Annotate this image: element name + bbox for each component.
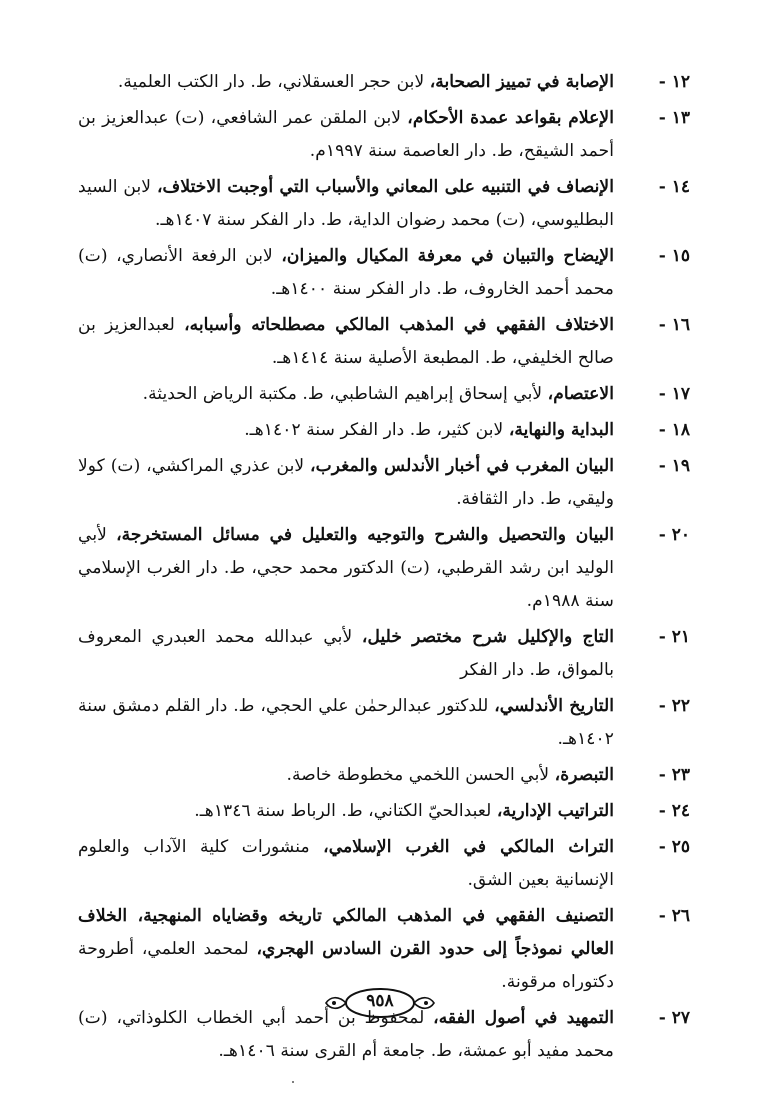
reference-entry (78, 831, 690, 897)
entry-details: لأبي إسحاق إبراهيم الشاطبي، ط. مكتبة الرياض الحديثة. (142, 384, 548, 404)
entry-title: البيان والتحصيل والشرح والتوجيه والتعليل في مسائل المستخرجة، (116, 525, 614, 545)
entry-number: ١٨ - (658, 420, 690, 440)
entry-details: لابن الرفعة الأنصاري، (ت) محمد أحمد الخاروف، ط. دار الفكر سنة ١٤٠٠هـ. (78, 246, 614, 299)
entry-details: منشورات كلية الآداب والعلوم الإنسانية بعين الشق. (78, 837, 614, 890)
entry-details: لمحمد العلمي، أطروحة دكتوراه مرقونة. (78, 939, 614, 992)
reference-entry (78, 519, 690, 618)
entry-number: ١٤ - (658, 177, 690, 197)
entry-title: التمهيد في أصول الفقه، (433, 1008, 614, 1028)
entry-title: التراث المالكي في الغرب الإسلامي، (323, 837, 614, 857)
entry-number: ١٥ - (658, 246, 690, 266)
entry-details: لابن الملقن عمر الشافعي، (ت) عبدالعزيز بن أحمد الشيقح، ط. دار العاصمة سنة ١٩٩٧م. (78, 108, 614, 161)
entry-number: ٢١ - (658, 627, 690, 647)
entry-number: ٢٥ - (658, 837, 690, 857)
entry-number: ٢٢ - (658, 696, 690, 716)
entry-title: الإصابة في تمييز الصحابة، (429, 72, 614, 92)
entry-details: لابن كثير، ط. دار الفكر سنة ١٤٠٢هـ. (244, 420, 509, 440)
reference-entry (78, 171, 690, 237)
entry-details: لابن السيد البطليوسي، (ت) محمد رضوان الداية، ط. دار الفكر سنة ١٤٠٧هـ. (78, 177, 614, 230)
page-number: ٩٥٨ (366, 991, 394, 1011)
entry-number: ١٦ - (658, 315, 690, 335)
reference-entry (78, 759, 690, 792)
reference-entry (78, 621, 690, 687)
entry-title: الإعلام بقواعد عمدة الأحكام، (407, 108, 614, 128)
entry-details: لأبي الحسن اللخمي مخطوطة خاصة. (286, 765, 555, 785)
entry-title: الاعتصام، (547, 384, 614, 404)
speck (292, 1081, 294, 1083)
reference-entry (78, 450, 690, 516)
entry-title: البداية والنهاية، (508, 420, 614, 440)
entry-number: ٢٣ - (658, 765, 690, 785)
reference-entry (78, 309, 690, 375)
reference-entry (78, 795, 690, 828)
entry-number: ١٢ - (658, 72, 690, 92)
entry-number: ٢٧ - (658, 1008, 690, 1028)
entry-details: لعبدالعزيز بن صالح الخليفي، ط. المطبعة الأصلية سنة ١٤١٤هـ. (78, 315, 614, 368)
entry-number: ١٧ - (658, 384, 690, 404)
entry-number: ٢٠ - (658, 525, 690, 545)
entry-number: ١٣ - (658, 108, 690, 128)
reference-entry (78, 414, 690, 447)
entry-details: لأبي عبدالله محمد العبدري المعروف بالمواق، ط. دار الفكر (78, 627, 614, 680)
entry-title: الاختلاف الفقهي في المذهب المالكي مصطلحاته وأسبابه، (184, 315, 614, 335)
entry-title: التبصرة، (554, 765, 614, 785)
reference-entry (78, 66, 690, 99)
entry-title: التاج والإكليل شرح مختصر خليل، (361, 627, 614, 647)
entry-number: ٢٦ - (658, 906, 690, 926)
entry-details: لمحفوظ بن أحمد أبي الخطاب الكلوذاتي، (ت) محمد مفيد أبو عمشة، ط. جامعة أم القرى سنة ١٤٠٦هـ. (78, 1008, 614, 1061)
entry-number: ١٩ - (658, 456, 690, 476)
entry-title: الإيضاح والتبيان في معرفة المكيال والميزان، (281, 246, 615, 266)
page-number-ornament (320, 985, 440, 1021)
reference-entry (78, 378, 690, 411)
entry-title: الإنصاف في التنبيه على المعاني والأسباب التي أوجبت الاختلاف، (156, 177, 614, 197)
reference-list (78, 66, 690, 1071)
entry-details: للدكتور عبدالرحمٰن علي الحجي، ط. دار القلم دمشق سنة ١٤٠٢هـ. (78, 696, 614, 749)
reference-entry (78, 690, 690, 756)
entry-details: لأبي الوليد ابن رشد القرطبي، (ت) الدكتور محمد حجي، ط. دار الغرب الإسلامي سنة ١٩٨٨م. (78, 525, 614, 611)
entry-details: لابن حجر العسقلاني، ط. دار الكتب العلمية. (117, 72, 430, 92)
entry-title: التصنيف الفقهي في المذهب المالكي تاريخه وقضاياه المنهجية، الخلاف العالي نموذجاً إلى حدود القرن السادس الهجري، (78, 906, 614, 959)
entry-title: التراتيب الإدارية، (496, 801, 614, 821)
entry-title: التاريخ الأندلسي، (494, 696, 614, 716)
reference-entry (78, 102, 690, 168)
entry-title: البيان المغرب في أخبار الأندلس والمغرب، (310, 456, 614, 476)
entry-number: ٢٤ - (658, 801, 690, 821)
reference-entry (78, 240, 690, 306)
entry-details: لابن عذري المراكشي، (ت) كولا وليقي، ط. دار الثقافة. (78, 456, 614, 509)
entry-details: لعبدالحيّ الكتاني، ط. الرباط سنة ١٣٤٦هـ. (194, 801, 497, 821)
